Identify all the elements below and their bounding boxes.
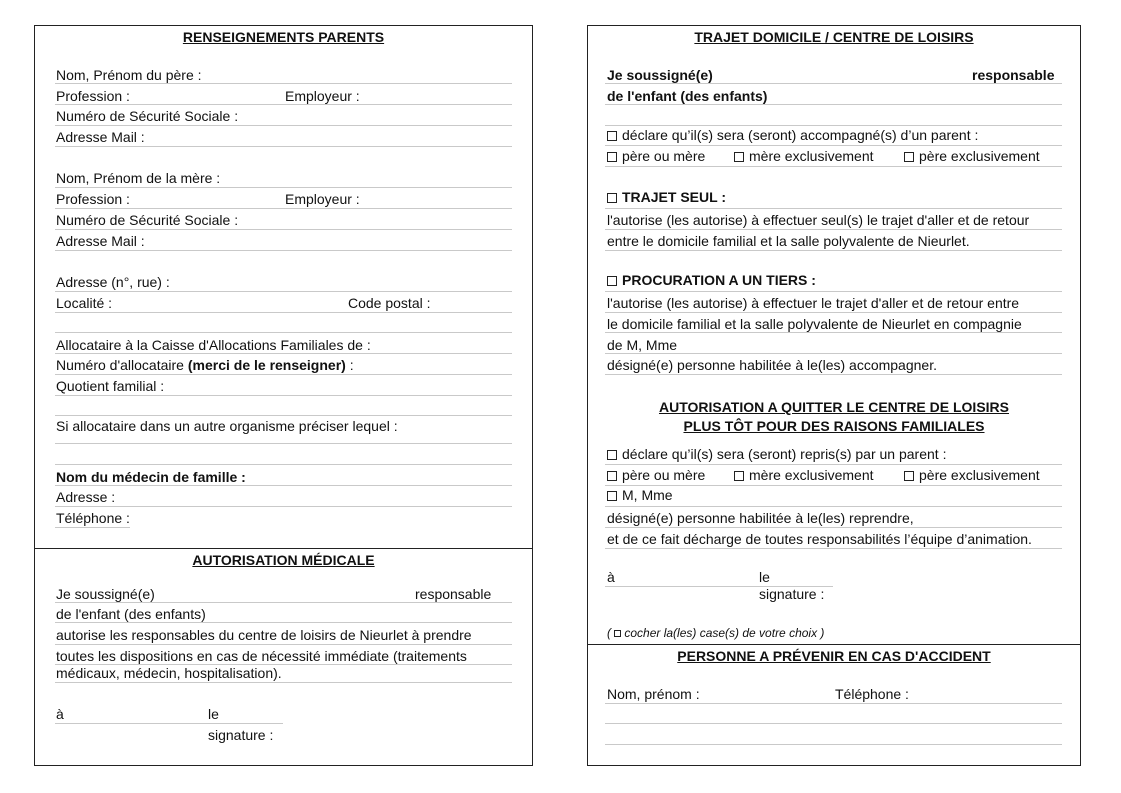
- accompanied-checkbox-row[interactable]: [607, 127, 978, 143]
- picked-up-label: déclare qu’il(s) sera (seront) repris(s) par un parent :: [622, 446, 947, 462]
- ssn-2-label: Numéro de Sécurité Sociale :: [56, 212, 239, 228]
- other-org-label: Si allocataire dans un autre organisme préciser lequel :: [56, 418, 398, 434]
- proxy-option[interactable]: [607, 272, 816, 288]
- ssn-2-line[interactable]: [55, 229, 512, 230]
- caf-number-text: Numéro d'allocataire: [56, 357, 184, 373]
- caf-line[interactable]: [55, 353, 512, 354]
- medical-text-3-line: [55, 682, 512, 683]
- picked-up-checkbox-row[interactable]: [607, 446, 946, 462]
- caf-label: Allocataire à la Caisse d'Allocations Familiales de :: [56, 337, 371, 353]
- early-discharge-text: et de ce fait décharge de toutes responsabilités l’équipe d’animation.: [607, 531, 1032, 547]
- profession-2-label: Profession :: [56, 191, 130, 207]
- early-leave-title-2: PLUS TÔT POUR DES RAISONS FAMILIALES: [683, 418, 985, 434]
- ssn-1-line[interactable]: [55, 125, 512, 126]
- trip-section-title: TRAJET DOMICILE / CENTRE DE LOISIRS: [694, 29, 974, 45]
- trip-child-line[interactable]: [605, 104, 1062, 105]
- picked-up-checkbox[interactable]: [607, 450, 617, 460]
- early-mother-label: mère exclusivement: [749, 467, 874, 483]
- father-name-line[interactable]: [55, 83, 512, 84]
- medical-text-1: autorise les responsables du centre de loisirs de Nieurlet à prendre: [56, 627, 472, 643]
- trip-either-checkbox[interactable]: [607, 152, 617, 162]
- trip-blank-line[interactable]: [605, 125, 1062, 126]
- early-either-label: père ou mère: [622, 467, 706, 483]
- proxy-text-4: désigné(e) personne habilitée à le(les) accompagner.: [607, 357, 937, 373]
- proxy-text-2-line: [605, 332, 1062, 333]
- trip-mother-checkbox[interactable]: [734, 152, 744, 162]
- medical-child-line[interactable]: [55, 622, 512, 623]
- doctor-label: Nom du médecin de famille :: [56, 469, 246, 485]
- medical-undersigned-label: Je soussigné(e): [56, 586, 155, 602]
- doctor-address-label: Adresse :: [56, 489, 116, 505]
- address-label: Adresse (n°, rue) :: [56, 274, 170, 290]
- emergency-line-2[interactable]: [605, 723, 1062, 724]
- medical-undersigned-line[interactable]: [55, 602, 512, 603]
- caf-number-suffix: :: [345, 357, 354, 373]
- proxy-checkbox[interactable]: [607, 276, 617, 286]
- alone-option[interactable]: [607, 189, 726, 205]
- early-discharge-line: [605, 548, 1062, 549]
- trip-father-checkbox[interactable]: [904, 152, 914, 162]
- early-option-other[interactable]: [607, 487, 673, 503]
- medical-child-label: de l'enfant (des enfants): [56, 606, 206, 622]
- early-mother-checkbox[interactable]: [734, 471, 744, 481]
- trip-child-label: de l'enfant (des enfants): [607, 88, 768, 104]
- caf-number-line[interactable]: [55, 374, 512, 375]
- emergency-phone-label: Téléphone :: [835, 686, 909, 702]
- picked-up-line: [605, 464, 1062, 465]
- alone-checkbox[interactable]: [607, 193, 617, 203]
- medical-text-1-line: [55, 644, 512, 645]
- accompanied-checkbox[interactable]: [607, 131, 617, 141]
- right-section-divider: [587, 644, 1081, 645]
- medical-text-2: toutes les dispositions en cas de nécessité immédiate (traitements: [56, 648, 467, 664]
- profession-2-line[interactable]: [55, 208, 512, 209]
- locality-line[interactable]: [55, 312, 512, 313]
- mother-name-line[interactable]: [55, 187, 512, 188]
- trip-father-label: père exclusivement: [919, 148, 1040, 164]
- early-option-either[interactable]: [607, 467, 705, 483]
- early-options-line: [605, 485, 1062, 486]
- proxy-text-2: le domicile familial et la salle polyvalente de Nieurlet en compagnie: [607, 316, 1022, 332]
- early-option-mother[interactable]: [734, 467, 874, 483]
- early-place-label: à: [607, 569, 615, 585]
- proxy-text-4-line: [605, 374, 1062, 375]
- trip-mother-label: mère exclusivement: [749, 148, 874, 164]
- trip-undersigned-label: Je soussigné(e): [607, 67, 713, 83]
- doctor-phone-line[interactable]: [55, 527, 130, 528]
- medical-responsible-label: responsable: [415, 586, 492, 602]
- blank-line-1[interactable]: [55, 332, 512, 333]
- other-org-line-2[interactable]: [55, 464, 512, 465]
- alone-text-1: l'autorise (les autorise) à effectuer seul(s) le trajet d'aller et de retour: [607, 212, 1030, 228]
- address-line[interactable]: [55, 291, 512, 292]
- alone-title: TRAJET SEUL :: [622, 189, 726, 205]
- employer-2-label: Employeur :: [285, 191, 360, 207]
- trip-either-label: père ou mère: [622, 148, 706, 164]
- note-checkbox-icon: [614, 630, 621, 637]
- trip-option-father[interactable]: [904, 148, 1040, 164]
- alone-text-2: entre le domicile familial et la salle polyvalente de Nieurlet.: [607, 233, 970, 249]
- early-option-father[interactable]: [904, 467, 1040, 483]
- early-signature-label: signature :: [759, 586, 825, 602]
- emergency-name-label: Nom, prénom :: [607, 686, 700, 702]
- proxy-person-line[interactable]: [605, 353, 1062, 354]
- emergency-section-title: PERSONNE A PRÉVENIR EN CAS D'ACCIDENT: [677, 648, 991, 664]
- early-father-checkbox[interactable]: [904, 471, 914, 481]
- other-org-line[interactable]: [55, 443, 512, 444]
- trip-options-line: [605, 166, 1062, 167]
- early-designated-line: [605, 527, 1062, 528]
- proxy-title-line: [605, 291, 1062, 292]
- early-other-line[interactable]: [605, 506, 1062, 507]
- parents-section-title: RENSEIGNEMENTS PARENTS: [182, 29, 385, 45]
- early-date-label: le: [759, 569, 770, 585]
- blank-line-2[interactable]: [55, 415, 512, 416]
- early-either-checkbox[interactable]: [607, 471, 617, 481]
- email-1-line[interactable]: [55, 146, 512, 147]
- trip-option-mother[interactable]: [734, 148, 874, 164]
- trip-responsible-label: responsable: [972, 67, 1055, 83]
- emergency-line-3[interactable]: [605, 744, 1062, 745]
- left-section-divider: [34, 548, 533, 549]
- proxy-text-1: l'autorise (les autorise) à effectuer le trajet d'aller et de retour entre: [607, 295, 1020, 311]
- early-leave-title-1: AUTORISATION A QUITTER LE CENTRE DE LOISIRS: [658, 399, 1009, 415]
- note-text: cocher la(les) case(s) de votre choix ): [624, 626, 825, 640]
- postal-code-label: Code postal :: [348, 295, 431, 311]
- doctor-line[interactable]: [55, 485, 512, 486]
- early-father-label: père exclusivement: [919, 467, 1040, 483]
- emergency-name-line[interactable]: [605, 703, 1062, 704]
- medical-place-date-line[interactable]: [55, 723, 283, 724]
- early-other-label: M, Mme: [622, 487, 673, 503]
- caf-number-label: [56, 357, 354, 373]
- medical-place-label: à: [56, 706, 64, 722]
- mother-name-label: Nom, Prénom de la mère :: [56, 170, 221, 186]
- early-other-checkbox[interactable]: [607, 491, 617, 501]
- early-designated-text: désigné(e) personne habilitée à le(les) reprendre,: [607, 510, 914, 526]
- alone-text-2-line: [605, 250, 1062, 251]
- caf-number-note: (merci de le renseigner): [187, 357, 346, 373]
- proxy-text-1-line: [605, 312, 1062, 313]
- trip-undersigned-line[interactable]: [605, 83, 1062, 84]
- trip-option-either[interactable]: [607, 148, 705, 164]
- ssn-1-label: Numéro de Sécurité Sociale :: [56, 108, 239, 124]
- email-2-label: Adresse Mail :: [56, 233, 145, 249]
- proxy-person-label: de M, Mme: [607, 337, 678, 353]
- quotient-label: Quotient familial :: [56, 378, 165, 394]
- medical-section-title: AUTORISATION MÉDICALE: [192, 552, 375, 568]
- medical-signature-label: signature :: [208, 727, 274, 743]
- doctor-phone-label: Téléphone :: [56, 510, 130, 526]
- alone-text-1-line: [605, 229, 1062, 230]
- quotient-line[interactable]: [55, 395, 512, 396]
- profession-1-line[interactable]: [55, 104, 512, 105]
- note-open-paren: (: [607, 626, 611, 640]
- medical-date-label: le: [208, 706, 219, 722]
- checkbox-instruction-note: [607, 625, 824, 641]
- email-1-label: Adresse Mail :: [56, 129, 145, 145]
- doctor-address-line[interactable]: [55, 506, 512, 507]
- email-2-line[interactable]: [55, 250, 512, 251]
- profession-1-label: Profession :: [56, 88, 130, 104]
- employer-1-label: Employeur :: [285, 88, 360, 104]
- father-name-label: Nom, Prénom du père :: [56, 67, 202, 83]
- accompanied-line: [605, 145, 1062, 146]
- alone-title-line: [605, 208, 1062, 209]
- accompanied-label: déclare qu’il(s) sera (seront) accompagné(s) d’un parent :: [622, 127, 979, 143]
- medical-text-3: médicaux, médecin, hospitalisation).: [56, 665, 282, 681]
- proxy-title: PROCURATION A UN TIERS :: [622, 272, 816, 288]
- locality-label: Localité :: [56, 295, 113, 311]
